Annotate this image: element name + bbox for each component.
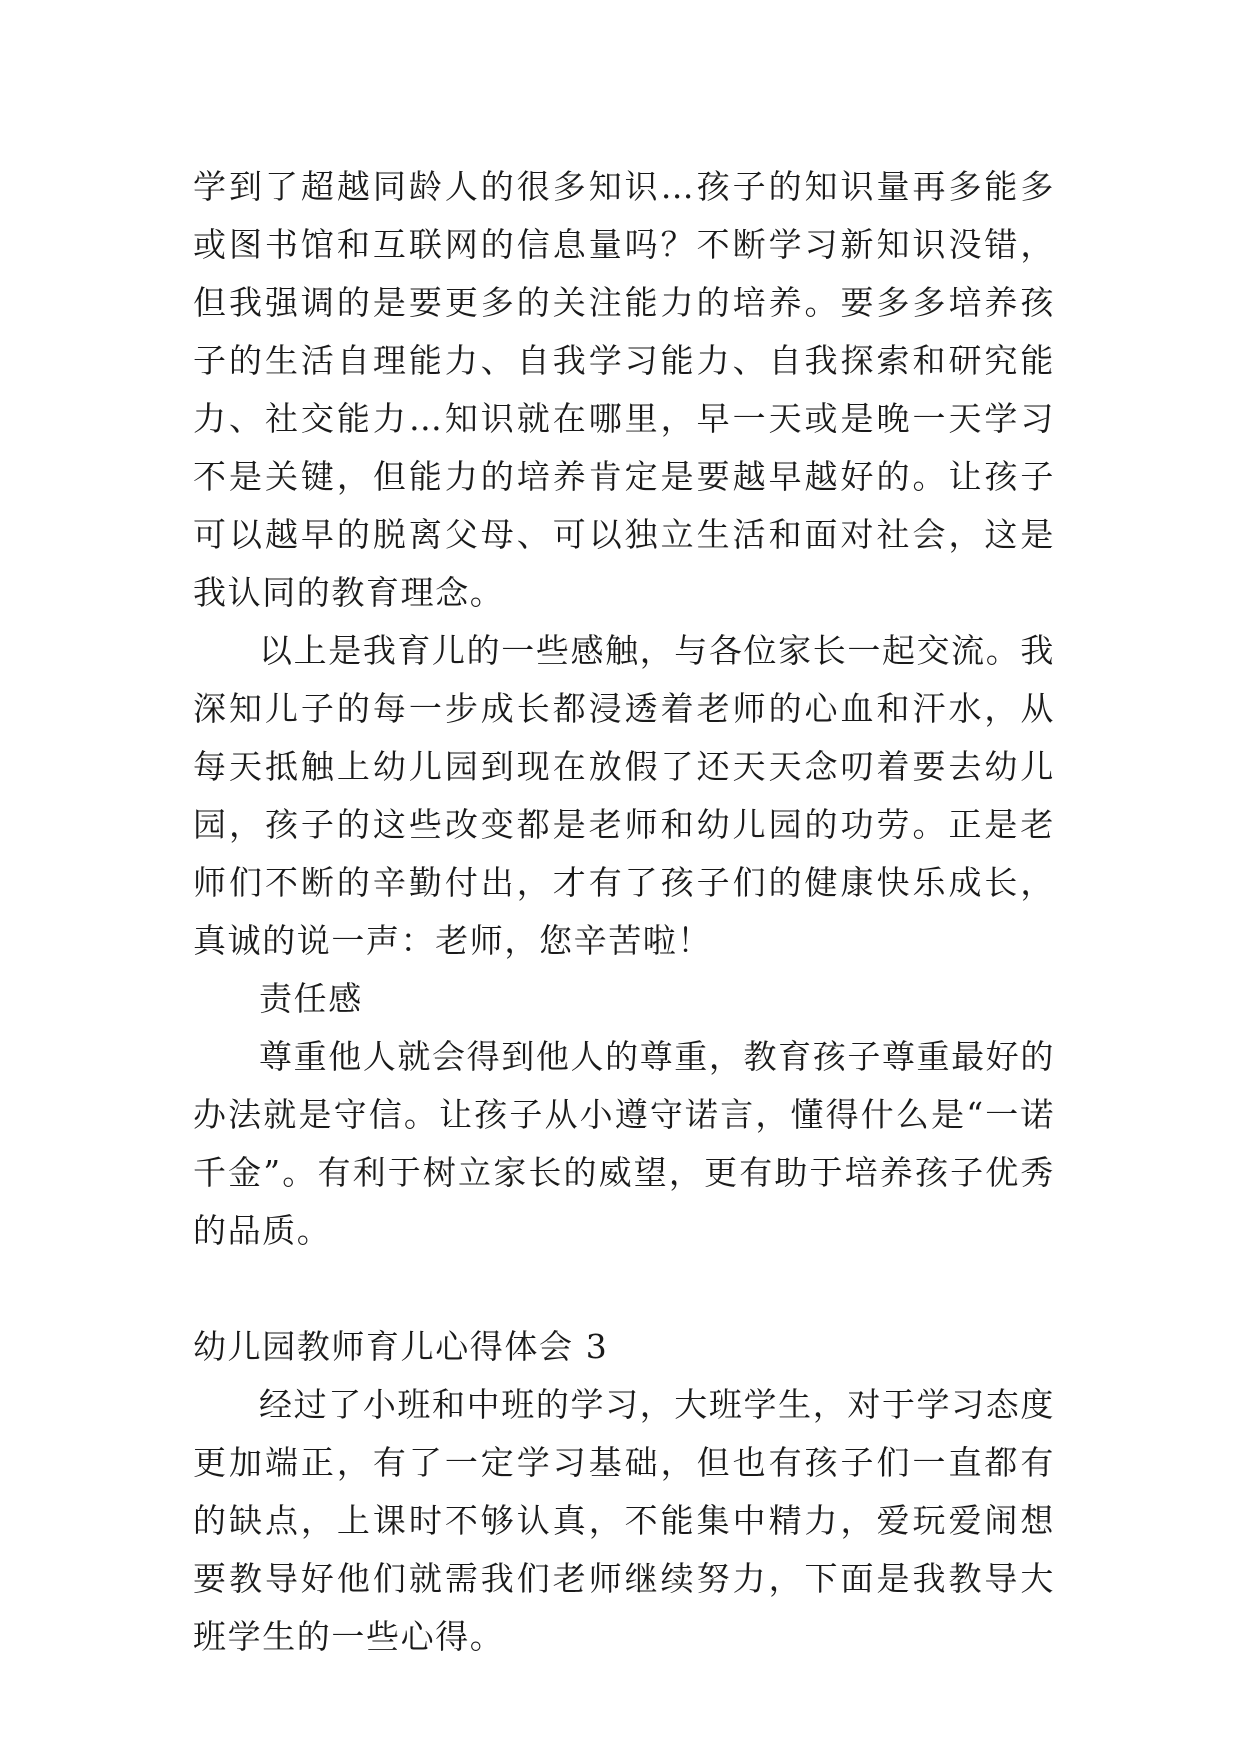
paragraph-respect-trust: 尊重他人就会得到他人的尊重，教育孩子尊重最好的办法就是守信。让孩子从小遵守诺言，懂得什么是“一诺千金”。有利于树立家长的威望，更有助于培养孩子优秀的品质。: [193, 1037, 1055, 1250]
document-body: [193, 158, 1055, 1666]
article-heading: 幼儿园教师育儿心得体会 3: [193, 1327, 609, 1366]
paragraph-thanks-teachers: 以上是我育儿的一些感触，与各位家长一起交流。我深知儿子的每一步成长都浸透着老师的心血和汗水，从每天抵触上幼儿园到现在放假了还天天念叨着要去幼儿园，孩子的这些改变都是老师和幼儿园的功劳。正是老师们不断的辛勤付出，才有了孩子们的健康快乐成长，真诚的说一声：老师，您辛苦啦！: [193, 631, 1055, 960]
section-title-responsibility: 责任感: [259, 979, 363, 1018]
paragraph-senior-class: 经过了小班和中班的学习，大班学生，对于学习态度更加端正，有了一定学习基础，但也有孩子们一直都有的缺点，上课时不够认真，不能集中精力，爱玩爱闹想要教导好他们就需我们老师继续努力，下面是我教导大班学生的一些心得。: [193, 1385, 1055, 1656]
paragraph-knowledge-vs-ability: 学到了超越同龄人的很多知识…孩子的知识量再多能多或图书馆和互联网的信息量吗？不断学习新知识没错，但我强调的是要更多的关注能力的培养。要多多培养孩子的生活自理能力、自我学习能力、自我探索和研究能力、社交能力…知识就在哪里，早一天或是晚一天学习不是关键，但能力的培养肯定是要越早越好的。让孩子可以越早的脱离父母、可以独立生活和面对社会，这是我认同的教育理念。: [193, 167, 1055, 612]
